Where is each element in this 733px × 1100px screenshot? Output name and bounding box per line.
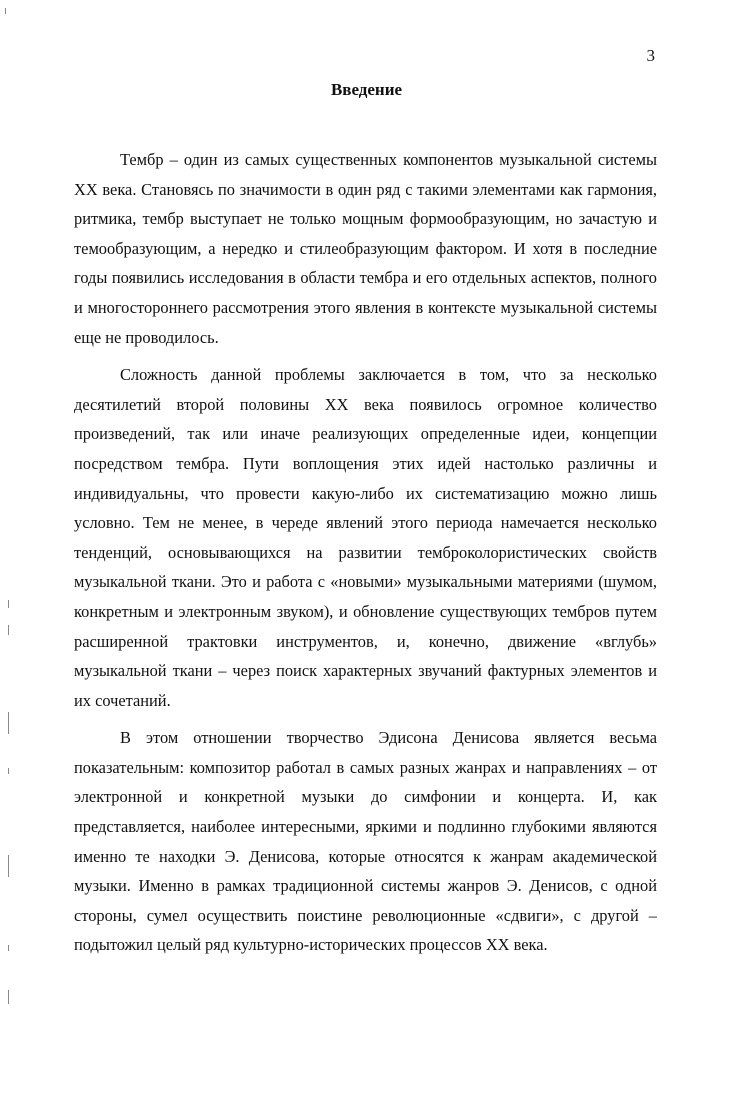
page-title: Введение	[330, 80, 403, 99]
scan-margin-marks	[0, 0, 20, 1100]
paragraph: Сложность данной проблемы заключается в том, что за несколько десятилетий второй половины XX века появилось огромное количество произведений, так или иначе реализующих определенные идеи, концепции посредством тембра. Пути воплощения этих идей настолько различны и индивидуальны, что провести какую-либо их систематизацию можно лишь условно. Тем не менее, в череде явлений этого периода намечается несколько тенденций, основывающихся на развитии темброколористических свойств музыкальной ткани. Это и работа с «новыми» музыкальными материями (шумом, конкретным и электронным звуком), и обновление существующих тембров путем расширенной трактовки инструментов, и, конечно, движение «вглубь» музыкальной ткани – через поиск характерных звучаний фактурных элементов и их сочетаний.	[74, 365, 657, 710]
paragraph: В этом отношении творчество Эдисона Денисова является весьма показательным: композитор работал в самых разных жанрах и направлениях – от электронной и конкретной музыки до симфонии и концерта. И, как представляется, наиболее интересными, яркими и подлинно глубокими являются именно те находки Э. Денисова, которые относятся к жанрам академической музыки. Именно в рамках традиционной системы жанров Э. Денисов, с одной стороны, сумел осуществить поистине революционные «сдвиги», с другой – подытожил целый ряд культурно-исторических процессов XX века.	[74, 728, 657, 955]
paragraph: Тембр – один из самых существенных компонентов музыкальной системы XX века. Становясь по значимости в один ряд с такими элементами как гармония, ритмика, тембр выступает не только мощным формообразующим, но зачастую и темообразующим, а нередко и стилеобразующим фактором. И хотя в последние годы появились исследования в области тембра и его отдельных аспектов, полного и многостороннего рассмотрения этого явления в контексте музыкальной системы еще не проводилось.	[74, 150, 657, 347]
document-body	[74, 145, 657, 968]
page-number: 3	[646, 46, 655, 65]
